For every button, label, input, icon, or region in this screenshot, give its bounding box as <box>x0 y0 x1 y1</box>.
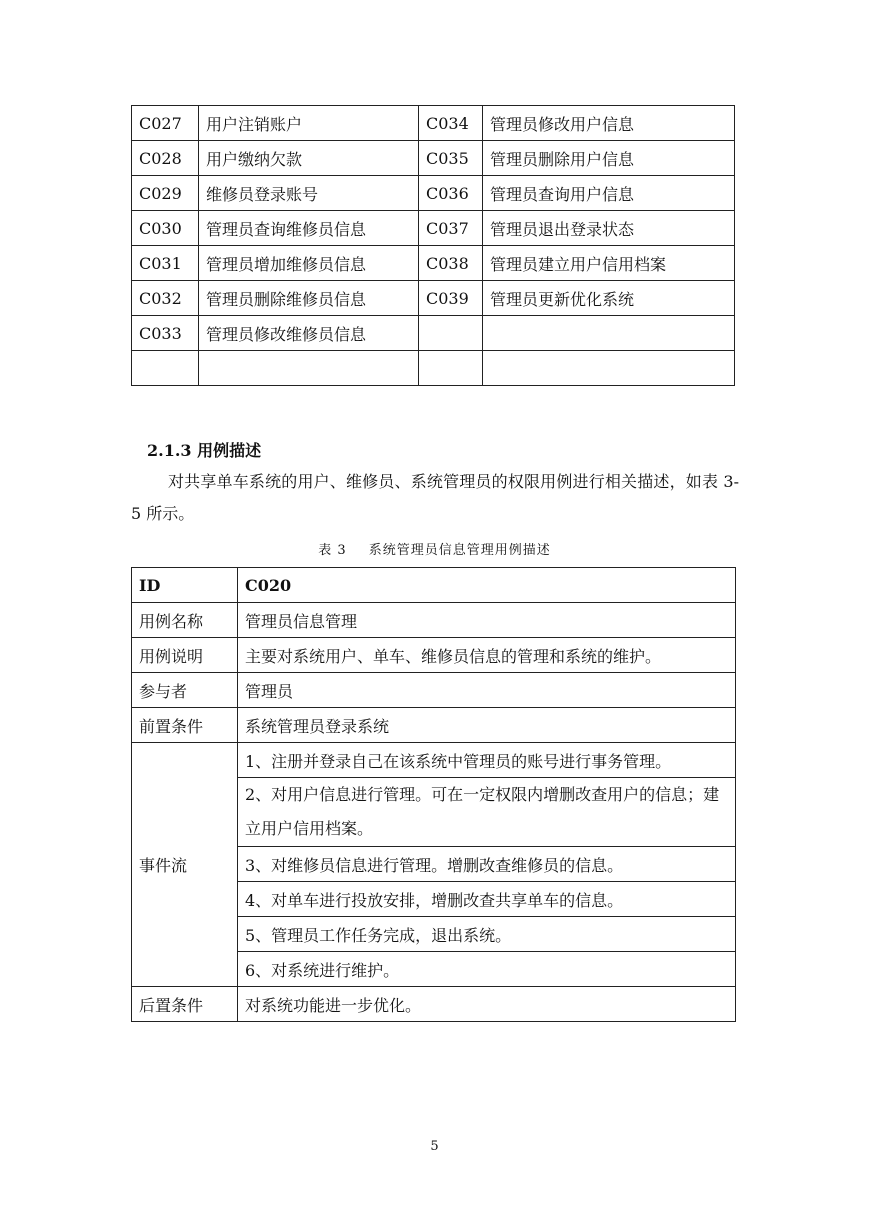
caption-label: 表 3 <box>318 543 347 558</box>
use-case-name-cell: 用户注销账户 <box>199 106 419 141</box>
use-case-id-cell: C027 <box>132 106 199 141</box>
table-row <box>132 246 735 281</box>
use-case-id-cell <box>419 351 483 386</box>
use-case-id-cell: C038 <box>419 246 483 281</box>
id-label: ID <box>132 568 238 603</box>
table-caption <box>0 539 869 558</box>
page-number: 5 <box>430 1139 439 1154</box>
actor-value: 管理员 <box>238 673 736 708</box>
precondition-label: 前置条件 <box>132 708 238 743</box>
table-row <box>132 141 735 176</box>
event-flow-step: 2、对用户信息进行管理。可在一定权限内增删改查用户的信息；建立用户信用档案。 <box>238 778 736 847</box>
use-case-id-cell <box>419 316 483 351</box>
section-paragraph: 对共享单车系统的用户、维修员、系统管理员的权限用例进行相关描述，如表 3-5 所示。 <box>131 472 739 523</box>
use-case-name-cell: 管理员修改用户信息 <box>483 106 735 141</box>
use-case-id-cell <box>132 351 199 386</box>
table-row <box>132 987 736 1022</box>
use-case-id-cell: C032 <box>132 281 199 316</box>
use-case-list-body <box>132 106 735 386</box>
table-row <box>132 211 735 246</box>
table-row <box>132 568 736 603</box>
use-case-name-cell: 维修员登录账号 <box>199 176 419 211</box>
use-case-name-cell: 管理员删除维修员信息 <box>199 281 419 316</box>
use-case-desc-value: 主要对系统用户、单车、维修员信息的管理和系统的维护。 <box>238 638 736 673</box>
use-case-id-cell: C029 <box>132 176 199 211</box>
precondition-value: 系统管理员登录系统 <box>238 708 736 743</box>
table-row <box>132 281 735 316</box>
table-row <box>132 638 736 673</box>
use-case-name-cell <box>483 316 735 351</box>
use-case-name-cell: 管理员退出登录状态 <box>483 211 735 246</box>
id-value: C020 <box>238 568 736 603</box>
use-case-list-table <box>131 105 735 386</box>
use-case-description-table <box>131 567 736 1022</box>
table-row <box>132 106 735 141</box>
event-flow-step: 4、对单车进行投放安排，增删改查共享单车的信息。 <box>238 882 736 917</box>
use-case-name-cell: 管理员建立用户信用档案 <box>483 246 735 281</box>
actor-label: 参与者 <box>132 673 238 708</box>
event-flow-step: 6、对系统进行维护。 <box>238 952 736 987</box>
use-case-id-cell: C039 <box>419 281 483 316</box>
use-case-name-cell: 用户缴纳欠款 <box>199 141 419 176</box>
event-flow-step: 3、对维修员信息进行管理。增删改查维修员的信息。 <box>238 847 736 882</box>
event-flow-step: 1、注册并登录自己在该系统中管理员的账号进行事务管理。 <box>238 743 736 778</box>
postcondition-value: 对系统功能进一步优化。 <box>238 987 736 1022</box>
table-row <box>132 316 735 351</box>
use-case-name-cell: 管理员更新优化系统 <box>483 281 735 316</box>
use-case-name-cell: 管理员查询维修员信息 <box>199 211 419 246</box>
event-flow-step: 5、管理员工作任务完成，退出系统。 <box>238 917 736 952</box>
use-case-name-cell: 管理员删除用户信息 <box>483 141 735 176</box>
table-row <box>132 603 736 638</box>
use-case-id-cell: C034 <box>419 106 483 141</box>
table-row <box>132 351 735 386</box>
table-row <box>132 743 736 778</box>
use-case-desc-label: 用例说明 <box>132 638 238 673</box>
use-case-id-cell: C030 <box>132 211 199 246</box>
use-case-name-cell <box>199 351 419 386</box>
use-case-id-cell: C036 <box>419 176 483 211</box>
postcondition-label: 后置条件 <box>132 987 238 1022</box>
use-case-name-value: 管理员信息管理 <box>238 603 736 638</box>
use-case-id-cell: C031 <box>132 246 199 281</box>
use-case-name-label: 用例名称 <box>132 603 238 638</box>
use-case-name-cell: 管理员查询用户信息 <box>483 176 735 211</box>
use-case-name-cell: 管理员增加维修员信息 <box>199 246 419 281</box>
use-case-id-cell: C033 <box>132 316 199 351</box>
table-row <box>132 673 736 708</box>
use-case-id-cell: C035 <box>419 141 483 176</box>
event-flow-label: 事件流 <box>132 743 238 987</box>
use-case-name-cell <box>483 351 735 386</box>
caption-title: 系统管理员信息管理用例描述 <box>368 543 551 558</box>
table-row <box>132 708 736 743</box>
section-heading: 2.1.3 用例描述 <box>147 441 262 460</box>
use-case-id-cell: C037 <box>419 211 483 246</box>
use-case-name-cell: 管理员修改维修员信息 <box>199 316 419 351</box>
use-case-id-cell: C028 <box>132 141 199 176</box>
table-row <box>132 176 735 211</box>
